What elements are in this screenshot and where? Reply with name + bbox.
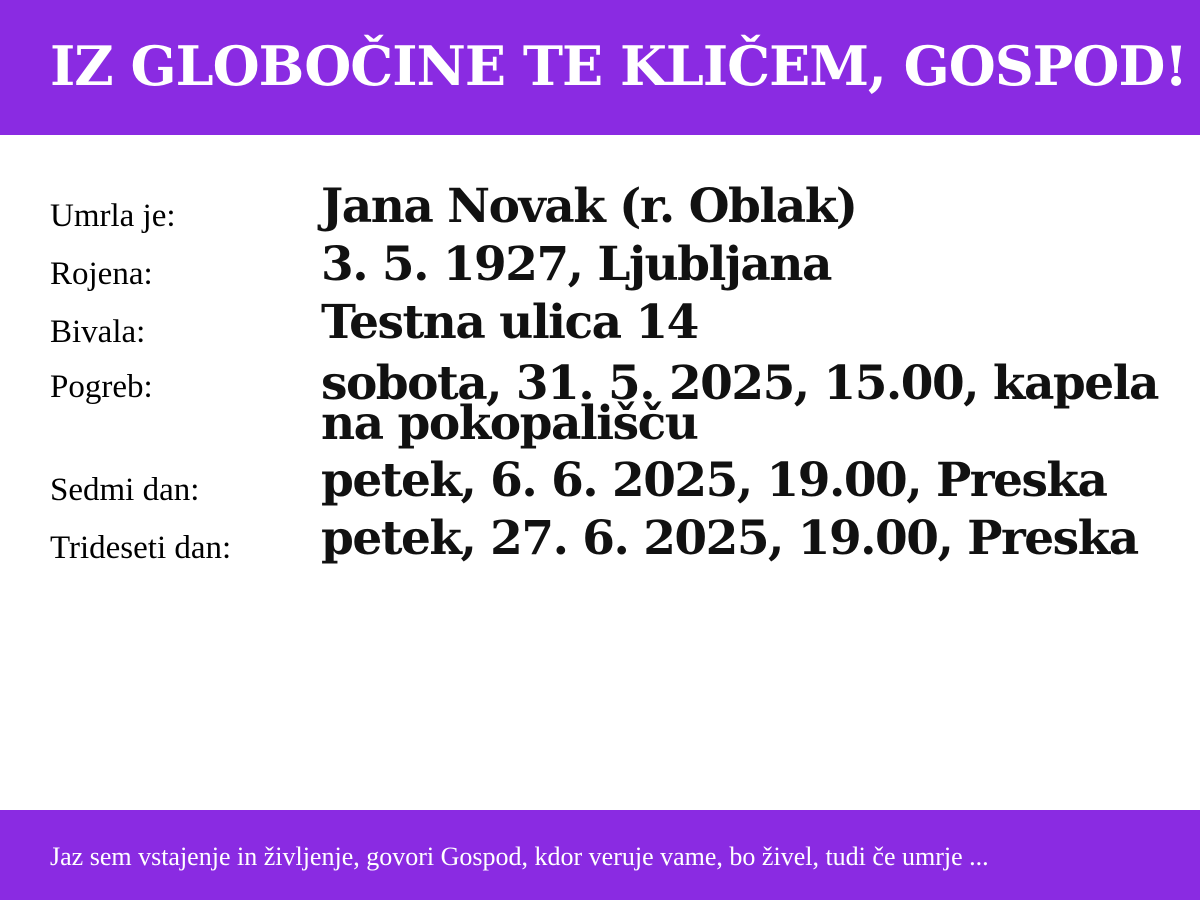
detail-row-residence (50, 294, 1200, 352)
birth-info: 3. 5. 1927, Ljubljana (321, 237, 831, 292)
detail-row-deceased (50, 178, 1200, 236)
seventh-day-info: petek, 6. 6. 2025, 19.00, Preska (321, 453, 1107, 508)
detail-label: Sedmi dan: (50, 472, 200, 508)
detail-label: Umrla je: (50, 198, 176, 234)
detail-row-born (50, 236, 1200, 294)
page-title: IZ GLOBOČINE TE KLIČEM, GOSPOD! (50, 34, 1187, 98)
thirtieth-day-info: petek, 27. 6. 2025, 19.00, Preska (321, 511, 1138, 566)
footer-quote: Jaz sem vstajenje in življenje, govori Gospod, kdor veruje vame, bo živel, tudi če umrje ... (50, 842, 989, 871)
header-banner (0, 0, 1200, 135)
residence-info: Testna ulica 14 (321, 295, 698, 350)
funeral-info: sobota, 31. 5. 2025, 15.00, kapela na pokopališču (321, 356, 1158, 451)
detail-row-funeral (50, 352, 1200, 452)
deceased-name: Jana Novak (r. Oblak) (321, 179, 857, 234)
detail-row-seventh-day (50, 452, 1200, 510)
detail-label: Rojena: (50, 256, 153, 292)
detail-label: Bivala: (50, 314, 146, 350)
detail-label: Pogreb: (50, 369, 153, 405)
footer-banner (0, 810, 1200, 900)
detail-label: Trideseti dan: (50, 530, 232, 566)
detail-row-thirtieth-day (50, 510, 1200, 568)
obituary-details (50, 178, 1200, 568)
